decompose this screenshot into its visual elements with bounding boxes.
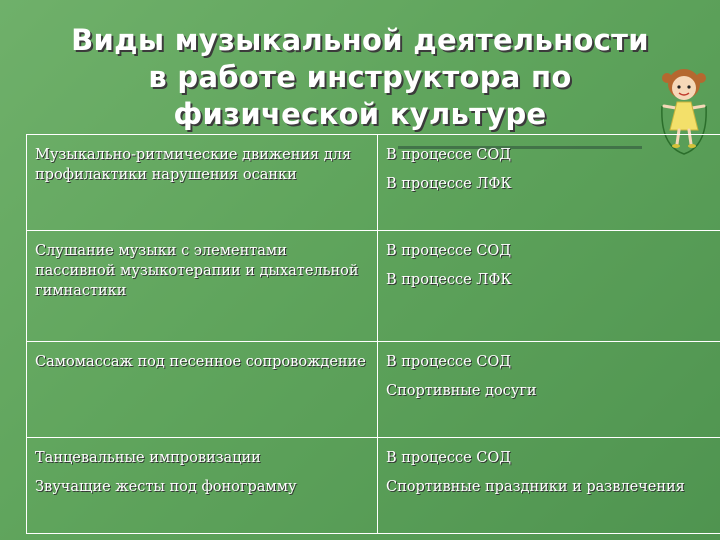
context-text: Спортивные праздники и развлечения — [386, 479, 685, 496]
context-text: В процессе СОД — [386, 450, 512, 467]
context-text: В процессе ЛФК — [386, 176, 512, 192]
title-line-1: Виды музыкальной деятельности — [71, 23, 649, 57]
activity-text: Слушание музыки с элементами пассивной музыкотерапии и дыхательной гимнастики — [35, 242, 359, 299]
context-text: В процессе СОД — [386, 242, 512, 259]
activity-cell — [27, 135, 378, 231]
table-row — [27, 438, 720, 534]
table-row — [27, 230, 720, 342]
activity-cell — [27, 230, 378, 342]
context-text: В процессе СОД — [386, 354, 512, 371]
title-line-3: физической культуре — [173, 97, 547, 131]
activity-text: Танцевальные импровизации — [35, 450, 261, 467]
activity-text: Музыкально-ритмические движения для профилактики нарушения осанки — [35, 147, 352, 183]
activity-cell — [27, 438, 378, 534]
context-text: В процессе ЛФК — [386, 271, 512, 288]
context-cell — [378, 230, 720, 342]
activities-table — [26, 134, 720, 534]
activity-text: Звучащие жесты под фонограмму — [35, 479, 297, 496]
context-text: Спортивные досуги — [386, 383, 537, 400]
context-cell — [378, 342, 720, 438]
context-text: В процессе СОД — [386, 147, 512, 163]
table-row — [27, 135, 720, 231]
context-cell — [378, 135, 720, 231]
activity-cell — [27, 342, 378, 438]
context-cell — [378, 438, 720, 534]
slide-title — [20, 22, 700, 133]
activity-text: Самомассаж под песенное сопровождение — [35, 354, 366, 371]
table-row — [27, 342, 720, 438]
title-line-2: в работе инструктора по — [148, 60, 572, 94]
